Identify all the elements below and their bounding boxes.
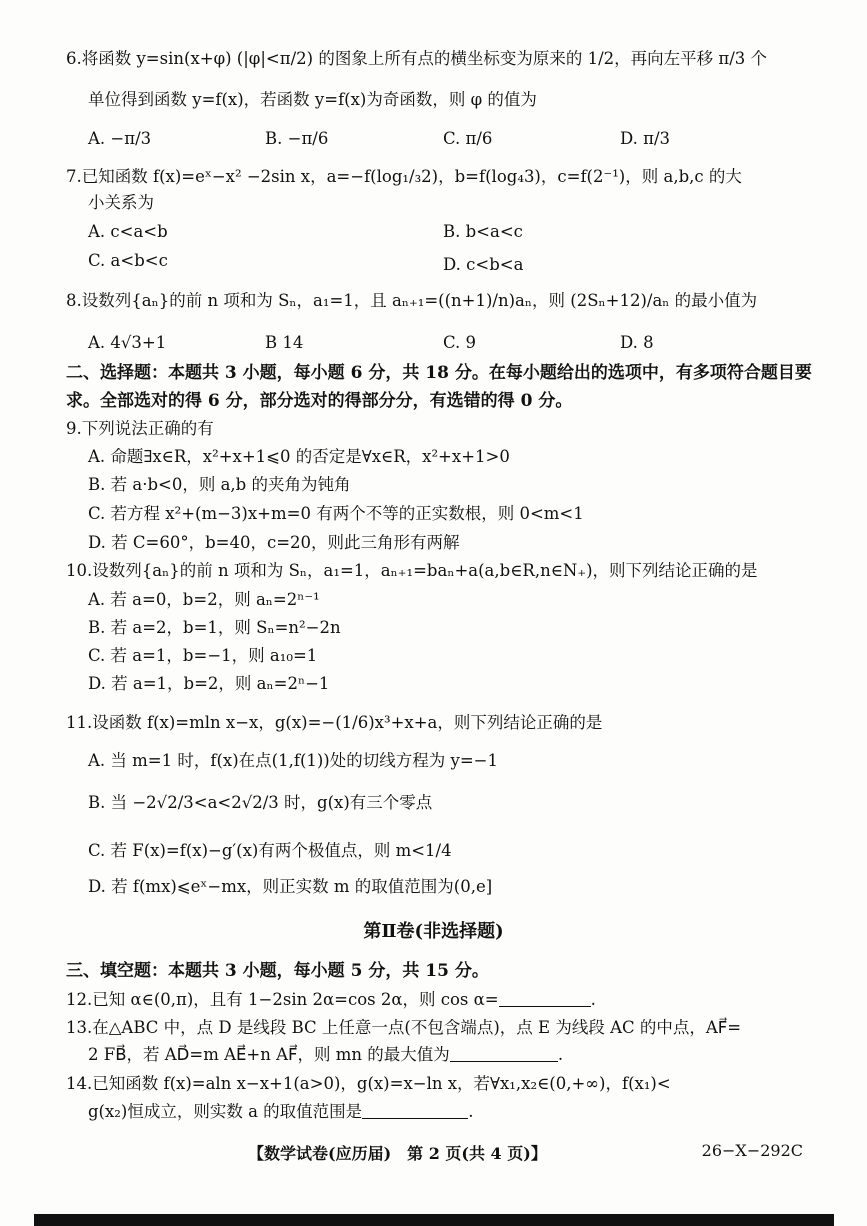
q13-line2: 2 FB⃗，若 AD⃗=m AE⃗+n AF⃗，则 mn 的最大值为 bbox=[88, 1045, 450, 1064]
q11-option-c: C. 若 F(x)=f(x)−g′(x)有两个极值点，则 m<1/4 bbox=[88, 841, 452, 860]
q13-answer-blank[interactable] bbox=[450, 1045, 558, 1062]
section-2-heading-line1: 二、选择题：本题共 3 小题，每小题 6 分，共 18 分。在每小题给出的选项中，有多项符合题目要 bbox=[66, 363, 812, 383]
q11-option-d: D. 若 f(mx)⩽eˣ−mx，则正实数 m 的取值范围为(0,e] bbox=[88, 877, 493, 896]
q10-option-d: D. 若 a=1，b=2，则 aₙ=2ⁿ−1 bbox=[88, 674, 330, 693]
q6-option-b: B. −π/6 bbox=[265, 129, 329, 148]
q10-stem: 10.设数列{aₙ}的前 n 项和为 Sₙ，a₁=1，aₙ₊₁=baₙ+a(a,b∈R,n∈N₊)，则下列结论正确的是 bbox=[66, 561, 758, 580]
q9-option-a: A. 命题∃x∈R，x²+x+1⩽0 的否定是∀x∈R，x²+x+1>0 bbox=[88, 447, 510, 466]
q14-line2: g(x₂)恒成立，则实数 a 的取值范围是 bbox=[88, 1102, 363, 1121]
q9-option-c: C. 若方程 x²+(m−3)x+m=0 有两个不等的正实数根，则 0<m<1 bbox=[88, 504, 584, 523]
q6-line1: 6.将函数 y=sin(x+φ) (|φ|<π/2) 的图象上所有点的横坐标变为原来的 1/2，再向左平移 π/3 个 bbox=[66, 49, 768, 68]
section-3-heading: 三、填空题：本题共 3 小题，每小题 5 分，共 15 分。 bbox=[66, 961, 489, 981]
q8-option-c: C. 9 bbox=[443, 333, 477, 352]
q7-option-b: B. b<a<c bbox=[443, 222, 523, 241]
q10-option-c: C. 若 a=1，b=−1，则 a₁₀=1 bbox=[88, 646, 318, 665]
q14-line2-wrap bbox=[88, 1101, 473, 1123]
q10-option-a: A. 若 a=0，b=2，则 aₙ=2ⁿ⁻¹ bbox=[88, 590, 320, 609]
q8-option-b: B 14 bbox=[265, 333, 304, 352]
q8-line1: 8.设数列{aₙ}的前 n 项和为 Sₙ，a₁=1，且 aₙ₊₁=((n+1)/n)aₙ，则 (2Sₙ+12)/aₙ 的最小值为 bbox=[66, 291, 758, 310]
q10-option-b: B. 若 a=2，b=1，则 Sₙ=n²−2n bbox=[88, 618, 341, 637]
q6-line2: 单位得到函数 y=f(x)，若函数 y=f(x)为奇函数，则 φ 的值为 bbox=[88, 90, 537, 109]
q6-option-d: D. π/3 bbox=[620, 129, 671, 148]
q8-option-a: A. 4√3+1 bbox=[88, 333, 167, 352]
q11-option-a: A. 当 m=1 时，f(x)在点(1,f(1))处的切线方程为 y=−1 bbox=[88, 751, 498, 770]
scan-edge-bar bbox=[34, 1214, 834, 1226]
q7-line1: 7.已知函数 f(x)=eˣ−x² −2sin x，a=−f(log₁/₃2)，b=f(log₄3)，c=f(2⁻¹)，则 a,b,c 的大 bbox=[66, 167, 742, 186]
q6-option-a: A. −π/3 bbox=[88, 129, 152, 148]
q14-end: . bbox=[468, 1102, 474, 1121]
part-2-title: 第Ⅱ卷(非选择题) bbox=[363, 921, 504, 942]
q12-line bbox=[66, 989, 596, 1011]
q11-option-b: B. 当 −2√2/3<a<2√2/3 时，g(x)有三个零点 bbox=[88, 793, 433, 812]
q6-option-c: C. π/6 bbox=[443, 129, 493, 148]
q12-text: 12.已知 α∈(0,π)，且有 1−2sin 2α=cos 2α，则 cos α= bbox=[66, 990, 499, 1009]
q11-stem: 11.设函数 f(x)=mln x−x，g(x)=−(1/6)x³+x+a，则下列结论正确的是 bbox=[66, 713, 603, 732]
q9-option-b: B. 若 a·b<0，则 a,b 的夹角为钝角 bbox=[88, 475, 351, 494]
q7-option-c: C. a<b<c bbox=[88, 251, 168, 270]
q8-option-d: D. 8 bbox=[620, 333, 654, 352]
q9-stem: 9.下列说法正确的有 bbox=[66, 419, 214, 438]
section-2-heading-line2: 求。全部选对的得 6 分，部分选对的得部分分，有选错的得 0 分。 bbox=[66, 391, 573, 411]
q7-line2: 小关系为 bbox=[88, 193, 154, 212]
q7-option-a: A. c<a<b bbox=[88, 222, 168, 241]
q12-answer-blank[interactable] bbox=[499, 990, 591, 1007]
q13-line1: 13.在△ABC 中，点 D 是线段 BC 上任意一点(不包含端点)，点 E 为线段 AC 的中点，AF⃗= bbox=[66, 1018, 742, 1037]
q12-end: . bbox=[590, 990, 596, 1009]
q9-option-d: D. 若 C=60°，b=40，c=20，则此三角形有两解 bbox=[88, 533, 460, 552]
q13-line2-wrap bbox=[88, 1044, 563, 1066]
q14-line1: 14.已知函数 f(x)=aln x−x+1(a>0)，g(x)=x−ln x，若∀x₁,x₂∈(0,+∞)，f(x₁)< bbox=[66, 1074, 671, 1093]
q13-end: . bbox=[557, 1045, 564, 1064]
q14-answer-blank[interactable] bbox=[362, 1102, 468, 1119]
page-footer-label: 【数学试卷(应历届) 第 2 页(共 4 页)】 bbox=[248, 1144, 547, 1163]
q7-option-d: D. c<b<a bbox=[443, 255, 524, 274]
page-footer-code: 26−X−292C bbox=[701, 1141, 803, 1160]
